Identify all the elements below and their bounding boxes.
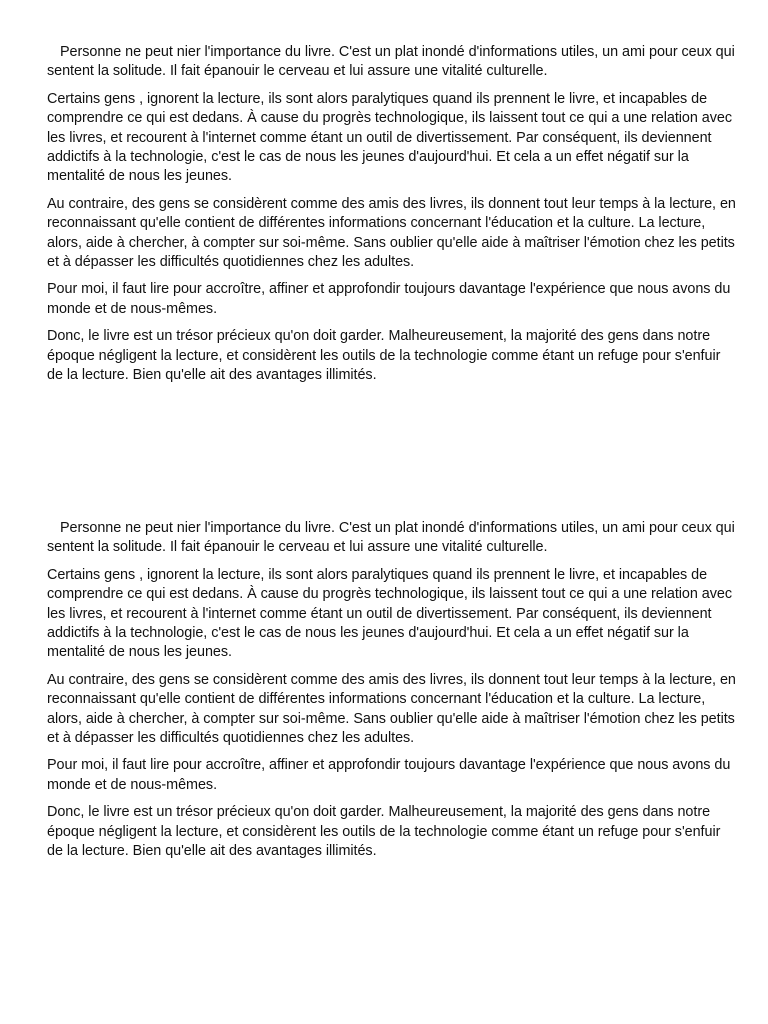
text-block-2	[47, 519, 737, 870]
text-block-1	[47, 43, 737, 394]
paragraph-non-readers: Certains gens , ignorent la lecture, ils sont alors paralytiques quand ils prennent le livre, et incapables de comprendre ce qui est dedans. À cause du progrès technologique, ils laissent tout ce qui a une relation avec les livres, et recourent à l'internet comme étant un outil de divertissement. Par conséquent, ils deviennent addictifs à la technologie, c'est le cas de nous les jeunes d'aujourd'hui. Et cela a un effet négatif sur la mentalité de nous les jeunes.	[47, 90, 732, 185]
paragraph-introduction: Personne ne peut nier l'importance du livre. C'est un plat inondé d'informations utiles, un ami pour ceux qui sentent la solitude. Il fait épanouir le cerveau et lui assure une vitalité culturelle.	[47, 44, 735, 80]
paragraph-book-lovers: Au contraire, des gens se considèrent comme des amis des livres, ils donnent tout leur temps à la lecture, en reconnaissant qu'elle contient de différentes informations concernant l'éducation et la culture. La lecture, alors, aide à chercher, à compter sur soi-même. Sans oublier qu'elle aide à maîtriser l'émotion chez les petits et à dépasser les difficultés quotidiennes chez les adultes.	[47, 671, 736, 747]
paragraph-non-readers: Certains gens , ignorent la lecture, ils sont alors paralytiques quand ils prennent le livre, et incapables de comprendre ce qui est dedans. À cause du progrès technologique, ils laissent tout ce qui a une relation avec les livres, et recourent à l'internet comme étant un outil de divertissement. Par conséquent, ils deviennent addictifs à la technologie, c'est le cas de nous les jeunes d'aujourd'hui. Et cela a un effet négatif sur la mentalité de nous les jeunes.	[47, 566, 732, 661]
paragraph-introduction: Personne ne peut nier l'importance du livre. C'est un plat inondé d'informations utiles, un ami pour ceux qui sentent la solitude. Il fait épanouir le cerveau et lui assure une vitalité culturelle.	[47, 520, 735, 556]
paragraph-book-lovers: Au contraire, des gens se considèrent comme des amis des livres, ils donnent tout leur temps à la lecture, en reconnaissant qu'elle contient de différentes informations concernant l'éducation et la culture. La lecture, alors, aide à chercher, à compter sur soi-même. Sans oublier qu'elle aide à maîtriser l'émotion chez les petits et à dépasser les difficultés quotidiennes chez les adultes.	[47, 195, 736, 271]
paragraph-opinion: Pour moi, il faut lire pour accroître, affiner et approfondir toujours davantage l'expérience que nous avons du monde et de nous-mêmes.	[47, 281, 731, 317]
paragraph-opinion: Pour moi, il faut lire pour accroître, affiner et approfondir toujours davantage l'expérience que nous avons du monde et de nous-mêmes.	[47, 757, 731, 793]
paragraph-conclusion: Donc, le livre est un trésor précieux qu'on doit garder. Malheureusement, la majorité des gens dans notre époque négligent la lecture, et considèrent les outils de la technologie comme étant un refuge pour s'enfuir de la lecture. Bien qu'elle ait des avantages illimités.	[47, 804, 721, 860]
paragraph-conclusion: Donc, le livre est un trésor précieux qu'on doit garder. Malheureusement, la majorité des gens dans notre époque négligent la lecture, et considèrent les outils de la technologie comme étant un refuge pour s'enfuir de la lecture. Bien qu'elle ait des avantages illimités.	[47, 328, 721, 384]
